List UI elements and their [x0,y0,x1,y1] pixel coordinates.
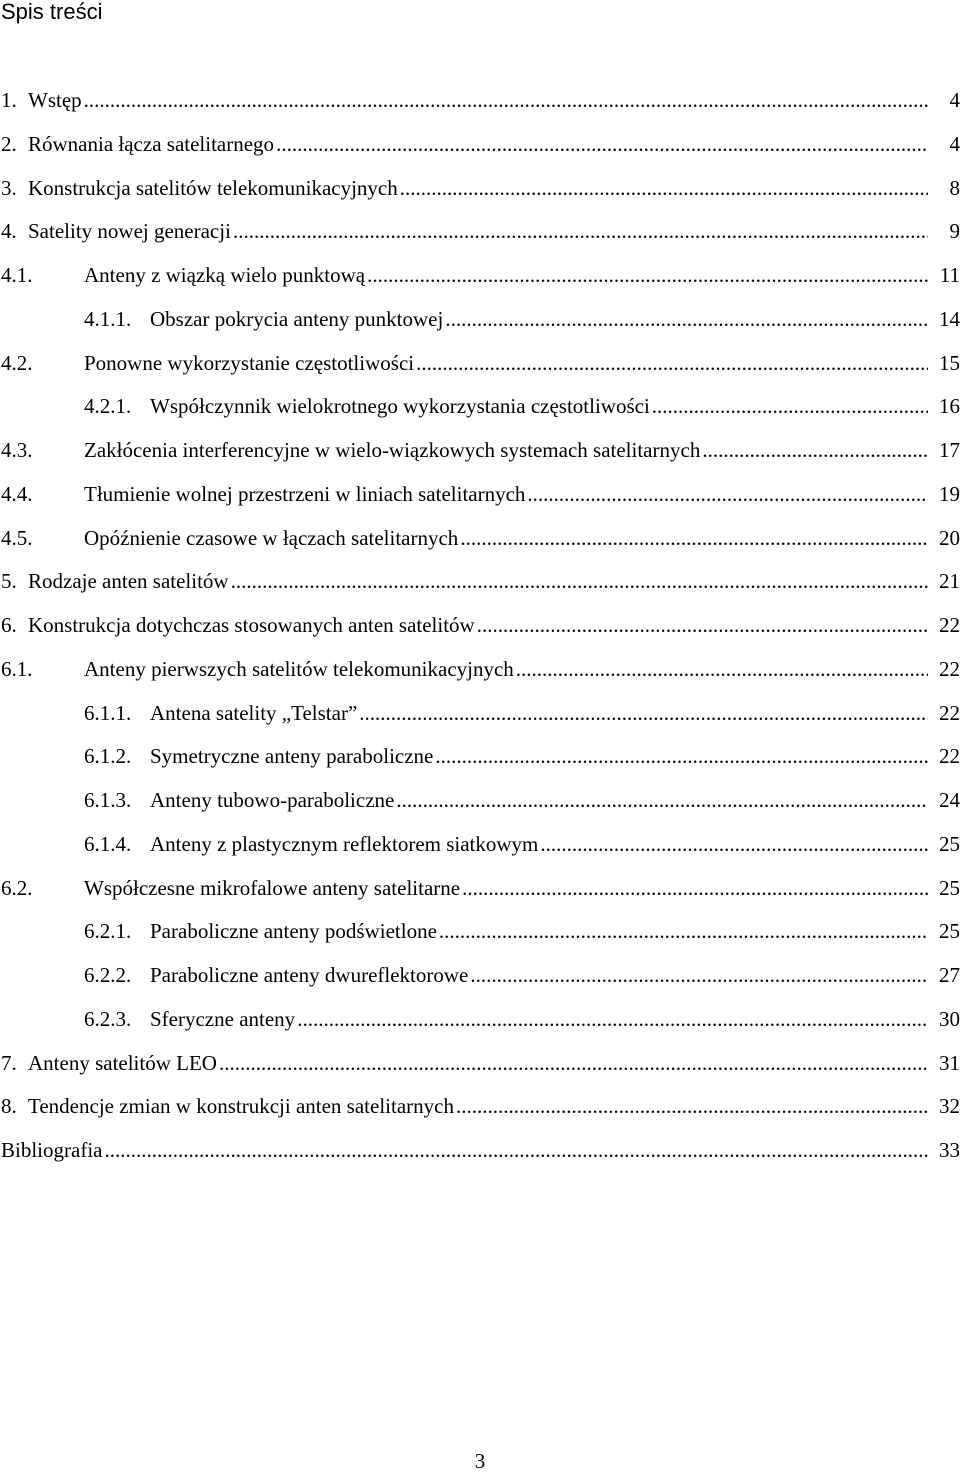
toc-dot-leader [435,741,928,771]
toc-entry[interactable] [0,260,960,304]
toc-entry[interactable] [0,304,960,348]
toc-entry-number: 6.2.1. [84,919,132,944]
toc-entry-page: 19 [939,481,960,506]
toc-entry[interactable] [0,1004,960,1048]
toc-dot-leader [439,916,928,946]
toc-entry-page: 22 [939,700,960,725]
toc-dot-leader [477,610,928,640]
toc-entry-page: 30 [939,1006,960,1031]
toc-entry[interactable] [0,829,960,873]
toc-dot-leader [652,391,928,421]
toc-entry-page: 31 [939,1050,960,1075]
toc-entry-number: 4.1.1. [84,306,132,331]
toc-entry-number: 4.5. [1,525,33,550]
toc-dot-leader [231,566,928,596]
toc-entry-title: Antena satelity „Telstar” [150,700,358,725]
toc-entry-title: Paraboliczne anteny podświetlone [150,919,437,944]
toc-entry-number: 6.2. [1,875,33,900]
toc-entry-page: 21 [939,569,960,594]
toc-entry-page: 15 [939,350,960,375]
toc-dot-leader [359,698,928,728]
toc-entry-title: Anteny tubowo-paraboliczne [150,788,395,812]
toc-entry-page: 8 [949,175,960,200]
toc-entry[interactable] [0,1135,960,1179]
toc-entry[interactable] [0,785,960,829]
toc-entry-number: 6.1. [1,656,33,681]
toc-entry[interactable] [0,698,960,742]
toc-entry[interactable] [0,1091,960,1135]
toc-entry-title: Ponowne wykorzystanie częstotliwości [84,350,415,375]
toc-entry-page: 4 [949,131,960,156]
toc-entry-title: Sferyczne anteny [150,1006,296,1031]
toc-entry-number: 6.2.2. [84,963,132,987]
toc-entry[interactable] [0,391,960,435]
toc-entry-number: 7. [1,1050,17,1075]
toc-entry-page: 22 [939,744,960,769]
toc-entry-number: 1. [1,88,17,112]
toc-entry-title: Równania łącza satelitarnego [28,131,275,156]
toc-dot-leader [540,829,928,859]
toc-entry-title: Konstrukcja dotychczas stosowanych anten satelitów [28,613,475,637]
toc-dot-leader [400,173,928,203]
toc-entry[interactable] [0,435,960,479]
toc-entry-title: Satelity nowej generacji [28,219,231,244]
toc-entry-number: 4.2. [1,350,33,375]
toc-entry[interactable] [0,523,960,567]
toc-dot-leader [516,654,928,684]
toc-entry-number: 4.4. [1,481,33,506]
toc-entry-page: 25 [939,919,960,944]
toc-entry-page: 16 [939,394,960,419]
toc-entry[interactable] [0,566,960,610]
toc-entry[interactable] [0,960,960,1004]
toc-dot-leader [219,1048,928,1078]
toc-entry-number: 2. [1,131,17,156]
toc-dot-leader [460,523,928,553]
toc-dot-leader [104,1135,928,1165]
toc-entry[interactable] [0,216,960,260]
toc-entry-page: 11 [939,263,960,287]
toc-entry-page: 17 [939,438,960,462]
toc-dot-leader [396,785,928,815]
toc-entry[interactable] [0,173,960,217]
toc-entry-page: 25 [939,831,960,856]
toc-dot-leader [416,348,928,378]
toc-entry-title: Anteny z plastycznym reflektorem siatkowym [150,831,539,856]
toc-entry-page: 27 [939,963,960,987]
toc-dot-leader [462,873,928,903]
toc-entry-title: Rodzaje anten satelitów [28,569,229,594]
toc-entry[interactable] [0,1048,960,1092]
toc-dot-leader [297,1004,928,1034]
toc-entry-page: 25 [939,875,960,900]
toc-entry[interactable] [0,916,960,960]
toc-entry-page: 4 [949,88,960,112]
toc-entry[interactable] [0,479,960,523]
toc-entry[interactable] [0,129,960,173]
toc-entry-title: Współczynnik wielokrotnego wykorzystania częstotliwości [150,394,650,419]
toc-entry-title: Obszar pokrycia anteny punktowej [150,306,444,331]
toc-dot-leader [456,1091,928,1121]
toc-entry-title: Wstęp [28,88,82,112]
toc-entry-title: Paraboliczne anteny dwureflektorowe [150,963,469,987]
toc-entry-title: Współczesne mikrofalowe anteny satelitarne [84,875,461,900]
toc-entry[interactable] [0,85,960,129]
toc-entry-page: 14 [939,306,960,331]
toc-entry-title: Konstrukcja satelitów telekomunikacyjnych [28,175,398,200]
toc-entry-number: 4.3. [1,438,33,462]
toc-dot-leader [233,216,928,246]
toc-heading: Spis treści [1,0,103,24]
toc-entry-page: 9 [949,219,960,244]
toc-entry-number: 6.1.3. [84,788,132,812]
table-of-contents [0,85,960,1179]
page-number [0,1448,960,1474]
toc-dot-leader [367,260,928,290]
toc-entry-number: 3. [1,175,17,200]
toc-entry[interactable] [0,610,960,654]
toc-entry-title: Tłumienie wolnej przestrzeni w liniach satelitarnych [84,481,526,506]
toc-entry-number: 6.1.2. [84,744,132,769]
toc-dot-leader [527,479,928,509]
toc-entry-page: 20 [939,525,960,550]
toc-entry-title: Anteny z wiązką wielo punktową [84,263,366,287]
toc-dot-leader [702,435,928,465]
page-number-value: 3 [474,1449,486,1473]
toc-entry-title: Zakłócenia interferencyjne w wielo-wiązkowych systemach satelitarnych [84,438,701,462]
toc-dot-leader [445,304,928,334]
toc-entry[interactable] [0,654,960,698]
toc-entry-page: 22 [939,613,960,637]
toc-entry-title: Symetryczne anteny paraboliczne [150,744,434,769]
toc-entry-title: Anteny satelitów LEO [28,1050,217,1075]
toc-entry-title: Tendencje zmian w konstrukcji anten satelitarnych [28,1094,454,1119]
toc-entry-number: 4.2.1. [84,394,132,419]
toc-dot-leader [276,129,928,159]
toc-entry-number: 6. [1,613,17,637]
toc-entry-number: 5. [1,569,17,594]
toc-entry-page: 22 [939,656,960,681]
toc-entry[interactable] [0,873,960,917]
toc-entry-title: Anteny pierwszych satelitów telekomunikacyjnych [84,656,514,681]
toc-entry-number: 4.1. [1,263,33,287]
toc-entry[interactable] [0,348,960,392]
toc-entry-number: 4. [1,219,17,244]
toc-entry-number: 6.1.4. [84,831,132,856]
toc-entry-number: 6.2.3. [84,1006,132,1031]
toc-entry-page: 33 [939,1138,960,1162]
toc-entry[interactable] [0,741,960,785]
toc-dot-leader [470,960,928,990]
toc-entry-number: 8. [1,1094,17,1119]
toc-dot-leader [84,85,928,115]
toc-entry-title: Bibliografia [1,1138,103,1162]
toc-entry-number: 6.1.1. [84,700,132,725]
toc-entry-page: 32 [939,1094,960,1119]
toc-entry-title: Opóźnienie czasowe w łączach satelitarnych [84,525,459,550]
toc-entry-page: 24 [939,788,960,812]
